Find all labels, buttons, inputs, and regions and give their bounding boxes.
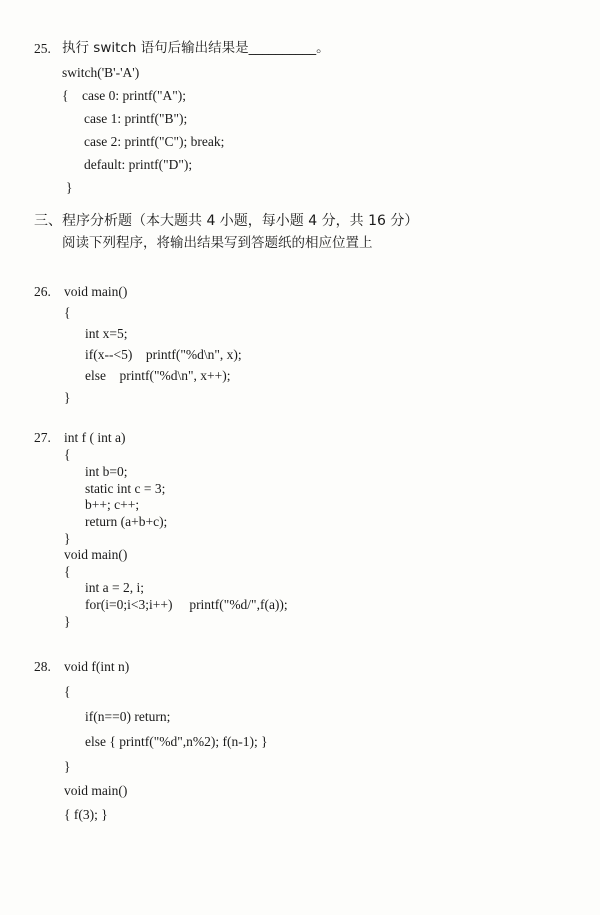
section-title: 三、程序分析题（本大题共 4 小题，每小题 4 分，共 16 分）: [34, 213, 419, 229]
q27-number: 27.: [34, 430, 51, 445]
q27-code-line: b++; c++;: [85, 497, 140, 512]
q26-code-line: }: [64, 390, 71, 405]
q27-code-line: void main(): [64, 547, 128, 562]
q27-code-line: }: [64, 614, 71, 629]
q27-code-line: return (a+b+c);: [85, 514, 168, 529]
q26-code-line: if(x--<5) printf("%d\n", x);: [85, 347, 242, 362]
q27-code-line: }: [64, 531, 71, 546]
q27-code-line: for(i=0;i<3;i++) printf("%d/",f(a));: [85, 597, 288, 612]
q25-number: 25.: [34, 41, 51, 56]
section-instruction: 阅读下列程序，将输出结果写到答题纸的相应位置上: [62, 235, 373, 251]
q25-code-line: { case 0: printf("A");: [62, 88, 186, 103]
q28-code-line: }: [64, 759, 71, 774]
q26-code-line: else printf("%d\n", x++);: [85, 368, 231, 383]
q25-code-line: switch('B'-'A'): [62, 65, 140, 80]
q26-code-line: void main(): [64, 284, 128, 299]
q25-code-line: case 2: printf("C"); break;: [84, 134, 225, 149]
q27-code-line: int f ( int a): [64, 430, 126, 445]
q27-code-line: {: [64, 564, 71, 579]
q25-code-line: default: printf("D");: [84, 157, 193, 172]
q28-code-line: { f(3); }: [64, 807, 108, 822]
q27-code-line: int b=0;: [85, 464, 128, 479]
q25-code-line: }: [66, 180, 73, 195]
q25-code-line: case 1: printf("B");: [84, 111, 188, 126]
q28-number: 28.: [34, 659, 51, 674]
q25-text: 执行 switch 语句后输出结果是__________。: [62, 40, 330, 56]
q27-code-line: int a = 2, i;: [85, 580, 144, 595]
q27-code-line: {: [64, 447, 71, 462]
q28-code-line: {: [64, 684, 71, 699]
q27-code-line: static int c = 3;: [85, 481, 166, 496]
q28-code-line: void main(): [64, 783, 128, 798]
q28-code-line: else { printf("%d",n%2); f(n-1); }: [85, 734, 268, 749]
q28-code-line: void f(int n): [64, 659, 130, 674]
q28-code-line: if(n==0) return;: [85, 709, 171, 724]
q26-number: 26.: [34, 284, 51, 299]
q26-code-line: {: [64, 305, 71, 320]
q26-code-line: int x=5;: [85, 326, 128, 341]
